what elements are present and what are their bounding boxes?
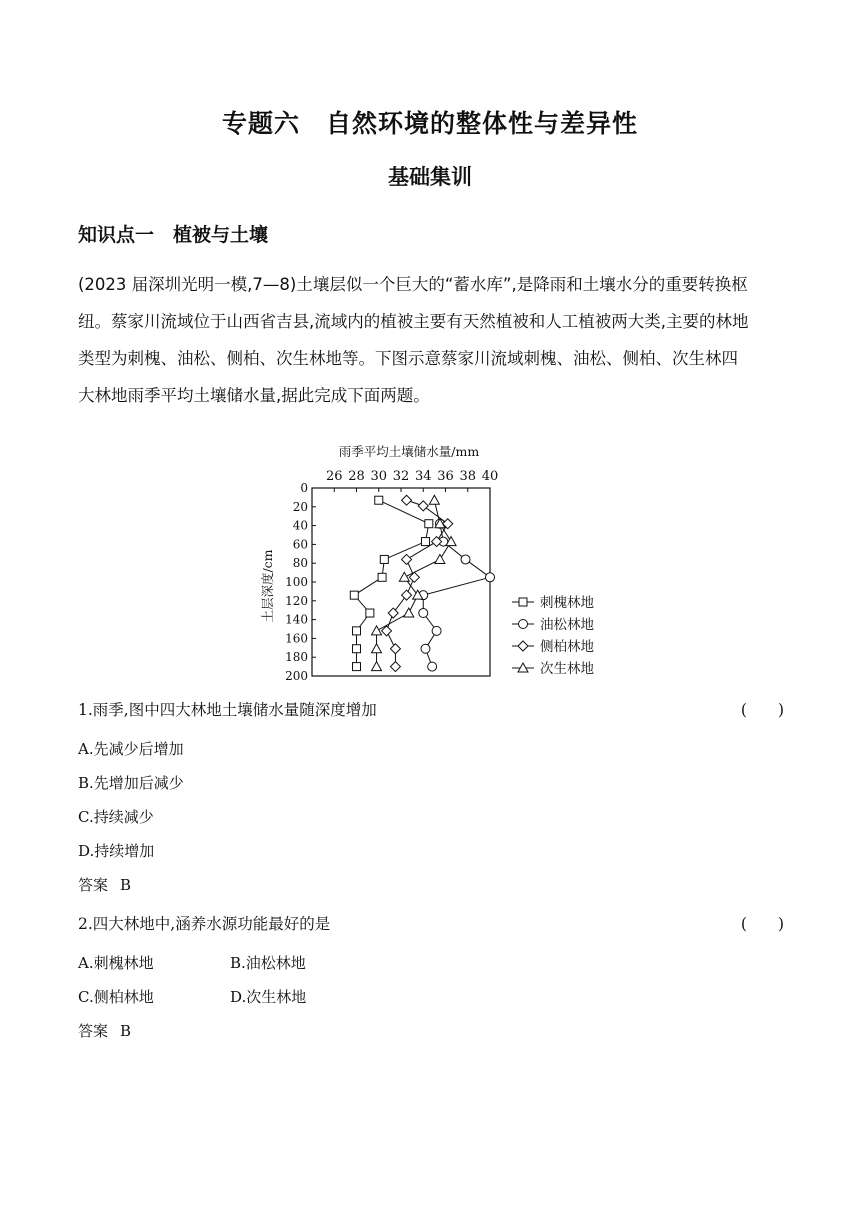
- series-4-point: [429, 495, 439, 504]
- series-4-point: [399, 572, 409, 581]
- series-1-point: [350, 591, 358, 599]
- y-tick-label: 0: [300, 481, 308, 495]
- soil-water-chart: [250, 436, 620, 686]
- series-4-point: [435, 554, 445, 563]
- question-1-option-c[interactable]: C.持续减少: [78, 808, 154, 826]
- y-tick-label: 20: [292, 499, 308, 514]
- series-2-point: [432, 626, 441, 635]
- page-title: 专题六 自然环境的整体性与差异性: [221, 109, 638, 138]
- series-1-point: [378, 573, 386, 581]
- answer-value: B: [120, 1022, 132, 1040]
- question-2-stem: 2.四大林地中,涵养水源功能最好的是: [78, 915, 331, 933]
- series-1-point: [353, 645, 361, 653]
- y-tick-label: 100: [285, 575, 308, 589]
- intro-line: 大林地雨季平均土壤储水量,据此完成下面两题。: [78, 386, 430, 405]
- question-2-option-a[interactable]: A.刺槐林地: [78, 954, 154, 972]
- question-2-option-c[interactable]: C.侧柏林地: [78, 988, 154, 1006]
- series-3-point: [402, 495, 412, 505]
- series-2-point: [421, 644, 430, 653]
- x-tick-label: 30: [370, 469, 388, 484]
- plot-frame: [312, 488, 490, 676]
- x-axis-title: 雨季平均土壤储水量/mm: [338, 444, 480, 459]
- series-1-point: [353, 663, 361, 671]
- y-tick-label: 160: [285, 631, 308, 646]
- series-1-point: [366, 609, 374, 617]
- x-tick-label: 36: [437, 469, 454, 484]
- answer-label: 答案: [78, 1022, 109, 1040]
- y-tick-label: 200: [285, 669, 308, 683]
- series-3-point: [402, 554, 412, 564]
- answer-value: B: [120, 876, 132, 894]
- legend-diamond-icon: [518, 641, 528, 651]
- page-subtitle: 基础集训: [388, 165, 472, 189]
- y-tick-label: 120: [285, 593, 308, 608]
- question-1-answer-blank: ( ): [740, 701, 784, 719]
- question-2-option-d[interactable]: D.次生林地: [230, 988, 307, 1006]
- y-tick-label: 80: [292, 556, 308, 571]
- legend-label: 油松林地: [540, 617, 594, 633]
- legend-label: 刺槐林地: [540, 595, 594, 611]
- series-4-point: [372, 662, 382, 671]
- series-line-2: [423, 524, 490, 667]
- y-tick-label: 40: [292, 518, 308, 533]
- question-2-option-b[interactable]: B.油松林地: [230, 954, 306, 972]
- intro-paragraph: [78, 266, 786, 414]
- y-tick-label: 180: [285, 650, 308, 665]
- series-1-point: [425, 520, 433, 528]
- legend-label: 次生林地: [540, 661, 594, 677]
- series-3-point: [388, 608, 398, 618]
- intro-line: 类型为刺槐、油松、侧柏、次生林地等。下图示意蔡家川流域刺槐、油松、侧柏、次生林四: [78, 349, 738, 368]
- question-2-answer-blank: ( ): [740, 915, 784, 933]
- series-2-point: [428, 662, 437, 671]
- question-2-answer: [78, 1020, 131, 1041]
- x-tick-label: 28: [348, 469, 365, 484]
- answer-label: 答案: [78, 876, 109, 894]
- question-1-option-b[interactable]: B.先增加后减少: [78, 774, 184, 792]
- series-3-point: [390, 662, 400, 672]
- series-1-point: [421, 538, 429, 546]
- x-tick-label: 34: [414, 469, 432, 484]
- legend-square-icon: [519, 598, 527, 606]
- series-2-point: [461, 555, 470, 564]
- series-1-point: [380, 555, 388, 563]
- y-axis-title: 土层深度/cm: [260, 549, 275, 623]
- series-3-point: [390, 644, 400, 654]
- series-4-point: [372, 644, 382, 653]
- section-heading: 知识点一 植被与土壤: [78, 224, 269, 246]
- chart-svg: [250, 436, 620, 686]
- question-1-option-d[interactable]: D.持续增加: [78, 842, 155, 860]
- x-tick-label: 38: [459, 469, 477, 484]
- x-tick-label: 40: [481, 469, 499, 484]
- series-4-point: [372, 626, 382, 635]
- x-tick-label: 26: [325, 469, 343, 484]
- question-1-option-a[interactable]: A.先减少后增加: [78, 740, 184, 758]
- series-1-point: [375, 496, 383, 504]
- legend-label: 侧柏林地: [540, 639, 594, 655]
- series-2-point: [419, 609, 428, 618]
- series-4-point: [404, 608, 414, 617]
- legend-circle-icon: [519, 620, 528, 629]
- question-1-stem: 1.雨季,图中四大林地土壤储水量随深度增加: [78, 701, 377, 719]
- series-1-point: [353, 627, 361, 635]
- x-tick-label: 32: [392, 469, 410, 484]
- series-3-point: [418, 501, 428, 511]
- question-1-answer: [78, 874, 131, 895]
- y-tick-label: 60: [292, 537, 308, 552]
- intro-line: 纽。蔡家川流域位于山西省吉县,流域内的植被主要有天然植被和人工植被两大类,主要的林地: [78, 312, 749, 331]
- series-3-point: [402, 590, 412, 600]
- series-2-point: [486, 573, 495, 582]
- intro-line: (2023 届深圳光明一模,7—8)土壤层似一个巨大的“蓄水库”,是降雨和土壤水分的重要转换枢: [78, 275, 748, 294]
- y-tick-label: 140: [285, 612, 308, 627]
